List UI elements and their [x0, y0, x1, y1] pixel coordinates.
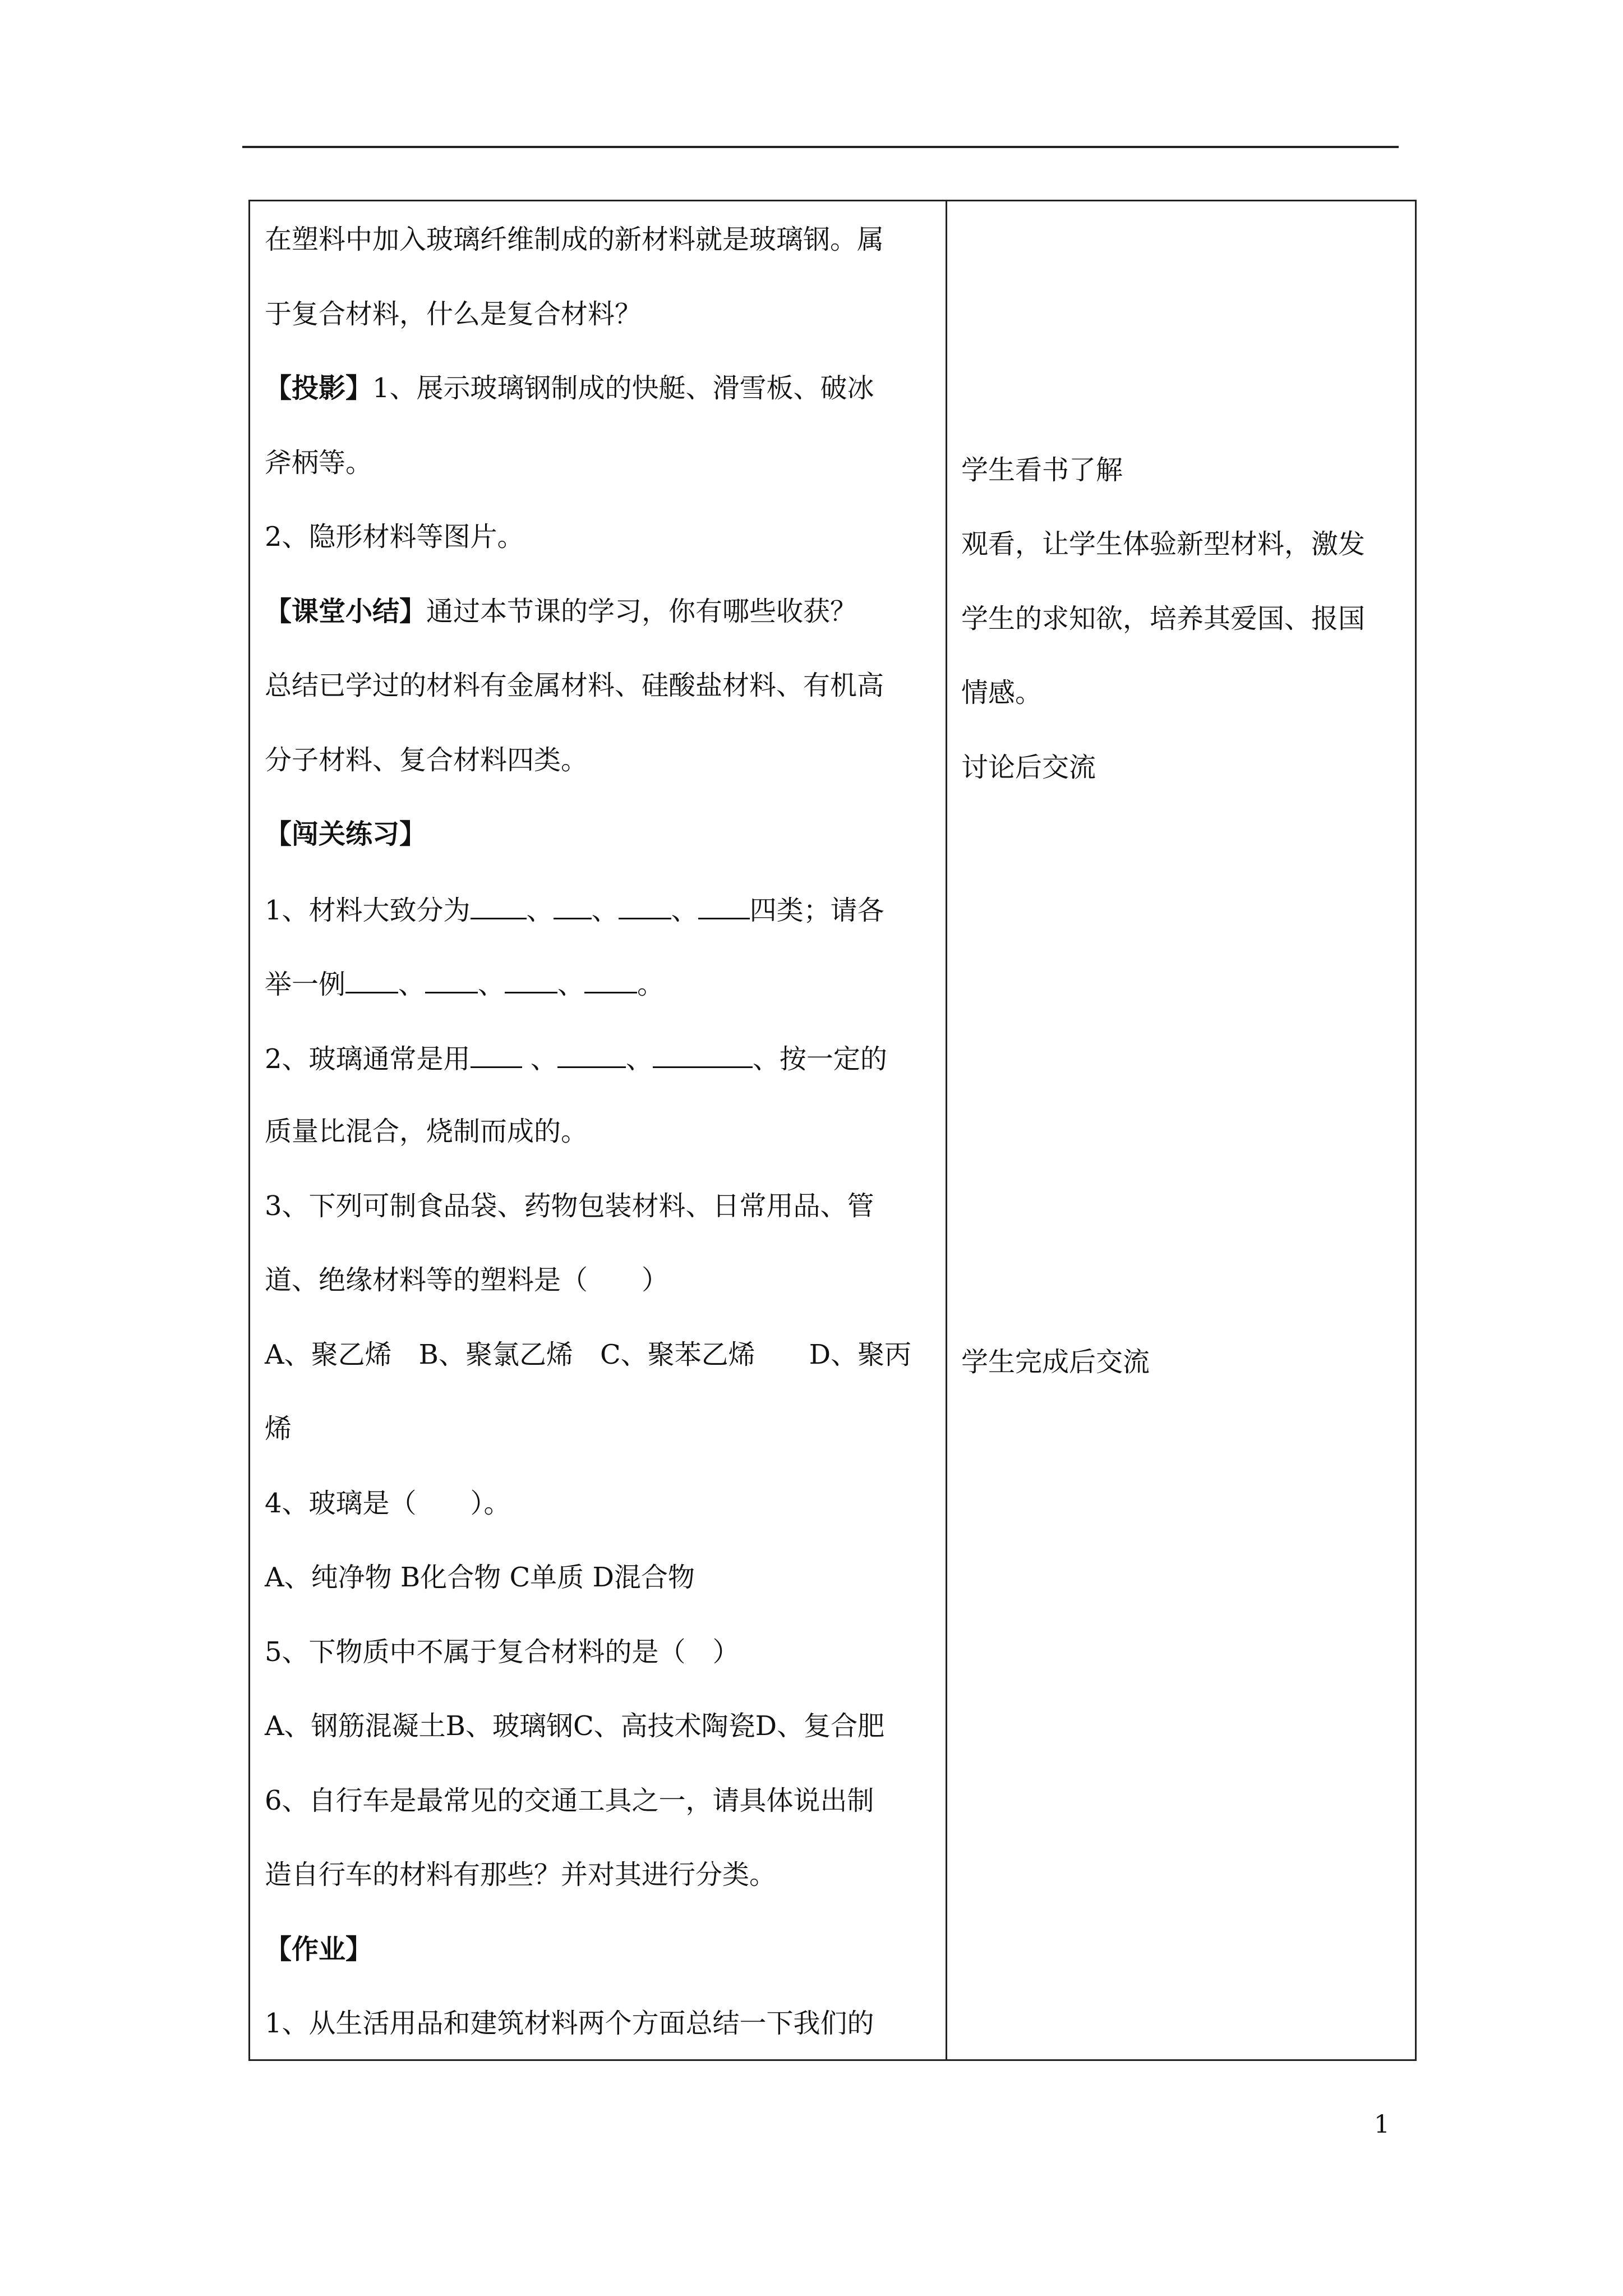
text-line: 斧柄等。	[265, 447, 373, 478]
question-6: 6、自行车是最常见的交通工具之一，请具体说出制	[265, 1784, 874, 1816]
question-4: 4、玻璃是（ ）。	[265, 1487, 511, 1519]
question-1: 1、材料大致分为 、 、 、 四类；请各	[265, 893, 932, 968]
header-rule	[242, 146, 1399, 148]
fill-blank	[505, 967, 557, 993]
fill-blank	[619, 893, 671, 919]
summary-line: 【课堂小结】通过本节课的学习，你有哪些收获？	[265, 595, 857, 627]
question-3-options: A、聚乙烯 B、聚氯乙烯 C、聚苯乙烯 D、聚丙	[265, 1338, 912, 1370]
question-1-cont: 举一例 、 、 、 。	[265, 967, 932, 1042]
fill-blank	[584, 967, 637, 993]
text-line: 于复合材料，什么是复合材料？	[265, 298, 642, 330]
homework-1: 1、从生活用品和建筑材料两个方面总结一下我们的	[265, 2008, 874, 2039]
right-text-line: 讨论后交流	[961, 752, 1096, 783]
question-5: 5、下物质中不属于复合材料的是（ ）	[265, 1636, 740, 1668]
fill-blank	[425, 967, 478, 993]
text-line: 在塑料中加入玻璃纤维制成的新材料就是玻璃钢。属	[265, 224, 884, 255]
fill-blank	[471, 1042, 522, 1068]
column-divider	[946, 201, 947, 2059]
section-heading: 【闯关练习】	[265, 818, 427, 850]
fill-blank	[554, 893, 592, 919]
fill-blank	[471, 893, 527, 919]
fill-blank	[653, 1042, 753, 1068]
section-heading: 【课堂小结】	[265, 595, 427, 627]
question-2: 2、玻璃通常是用 、 、 、按一定的	[265, 1042, 932, 1116]
right-text-line: 情感。	[961, 677, 1043, 708]
question-4-options: A、纯净物 B化合物 C单质 D混合物	[265, 1562, 695, 1593]
homework-heading-line	[265, 1934, 932, 2008]
right-text-line: 学生看书了解	[961, 454, 1123, 486]
text-line: 总结已学过的材料有金属材料、硅酸盐材料、有机高	[265, 670, 884, 701]
section-heading: 【作业】	[265, 1933, 373, 1965]
question-2-cont: 质量比混合，烧制而成的。	[265, 1116, 588, 1147]
lesson-table	[248, 200, 1417, 2061]
right-text-line: 学生的求知欲，培养其爱国、报国	[961, 603, 1366, 634]
question-3-cont: 道、绝缘材料等的塑料是（ ）	[265, 1264, 669, 1296]
text-line: 2、隐形材料等图片。	[265, 521, 524, 553]
right-text-line: 学生完成后交流	[961, 1346, 1150, 1378]
exercise-heading-line	[265, 818, 932, 893]
question-6-cont: 造自行车的材料有那些？并对其进行分类。	[265, 1859, 777, 1890]
fill-blank	[698, 893, 750, 919]
fill-blank	[557, 1042, 626, 1068]
question-3: 3、下列可制食品袋、药物包装材料、日常用品、管	[265, 1190, 874, 1222]
teacher-activity-column	[265, 224, 932, 2082]
page-number: 1	[1374, 2110, 1390, 2139]
projection-line: 【投影】1、展示玻璃钢制成的快艇、滑雪板、破冰	[265, 372, 874, 404]
question-3-options-cont: 烯	[265, 1413, 292, 1444]
text-line: 分子材料、复合材料四类。	[265, 744, 588, 776]
section-heading: 【投影】	[265, 372, 373, 404]
fill-blank	[345, 967, 398, 993]
question-5-options: A、钢筋混凝土B、玻璃钢C、高技术陶瓷D、复合肥	[265, 1710, 885, 1742]
right-text-line: 观看，让学生体验新型材料，激发	[961, 528, 1366, 560]
